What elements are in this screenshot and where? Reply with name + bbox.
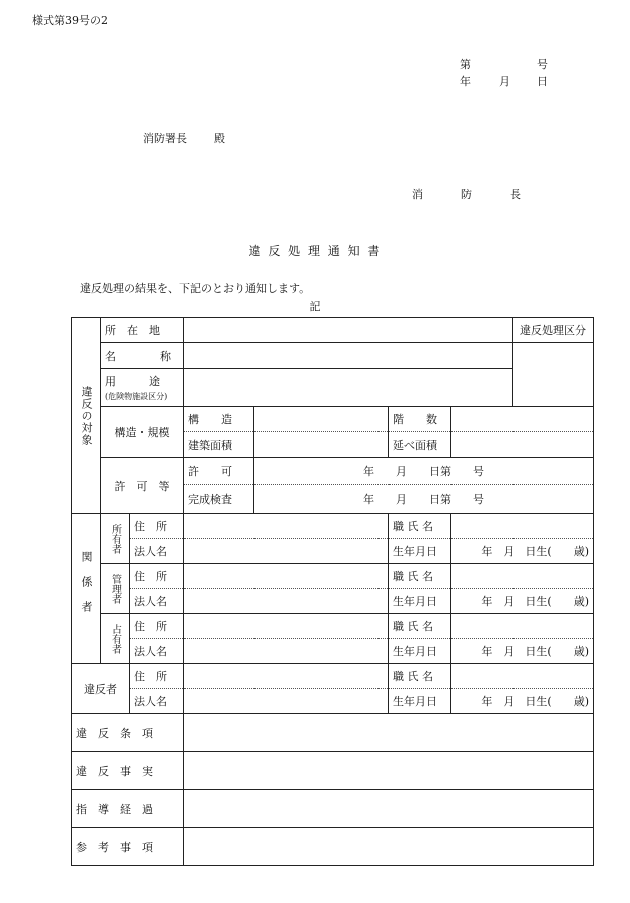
category-header: 違反処理区分 bbox=[513, 318, 594, 343]
occupant-label: 占有者 bbox=[101, 614, 130, 664]
violator-birth-label: 生年月日 bbox=[389, 689, 451, 714]
manager-address-label: 住 所 bbox=[130, 564, 184, 589]
date-month: 月 bbox=[499, 75, 510, 88]
sender-char-2: 防 bbox=[461, 188, 472, 201]
completion-date-number[interactable]: 年 月 日第 号 bbox=[254, 485, 594, 514]
use-label-text: 用 途 bbox=[105, 375, 160, 388]
manager-position-label: 職 氏 名 bbox=[389, 564, 451, 589]
structure-field[interactable] bbox=[254, 407, 389, 432]
owner-address-field[interactable] bbox=[184, 514, 389, 539]
occupant-birth-label: 生年月日 bbox=[389, 639, 451, 664]
name-field[interactable] bbox=[184, 343, 513, 369]
occupant-birth-field[interactable]: 年 月 日生( 歳) bbox=[451, 639, 594, 664]
location-label: 所 在 地 bbox=[101, 318, 184, 343]
permit-group-label: 許 可 等 bbox=[101, 458, 184, 514]
owner-birth-label: 生年月日 bbox=[389, 539, 451, 564]
manager-position-field[interactable] bbox=[451, 564, 594, 589]
date-year: 年 bbox=[460, 75, 471, 88]
structure-scale-label: 構造・規模 bbox=[101, 407, 184, 458]
occupant-address-field[interactable] bbox=[184, 614, 389, 639]
guidance-label: 指 導 経 過 bbox=[72, 790, 184, 828]
recipient-title: 消防署長 bbox=[143, 132, 187, 145]
manager-label: 管理者 bbox=[101, 564, 130, 614]
manager-address-field[interactable] bbox=[184, 564, 389, 589]
manager-birth-label: 生年月日 bbox=[389, 589, 451, 614]
articles-field[interactable] bbox=[184, 714, 594, 752]
permit-label: 許 可 bbox=[184, 458, 254, 485]
date-day: 日 bbox=[537, 75, 548, 88]
category-field[interactable] bbox=[513, 343, 594, 407]
document-title: 違 反 処 理 通 知 書 bbox=[248, 244, 382, 258]
occupant-corp-field[interactable] bbox=[184, 639, 389, 664]
building-area-field[interactable] bbox=[254, 432, 389, 458]
guidance-field[interactable] bbox=[184, 790, 594, 828]
doc-number-prefix: 第 bbox=[460, 58, 471, 71]
owner-corp-field[interactable] bbox=[184, 539, 389, 564]
use-field[interactable] bbox=[184, 369, 513, 407]
total-floor-area-field[interactable] bbox=[451, 432, 594, 458]
owner-position-label: 職 氏 名 bbox=[389, 514, 451, 539]
violator-position-field[interactable] bbox=[451, 664, 594, 689]
completion-label: 完成検査 bbox=[184, 485, 254, 514]
recipient-honorific: 殿 bbox=[214, 132, 225, 145]
manager-corp-label: 法人名 bbox=[130, 589, 184, 614]
manager-birth-field[interactable]: 年 月 日生( 歳) bbox=[451, 589, 594, 614]
total-floor-area-label: 延べ面積 bbox=[389, 432, 451, 458]
target-group-label: 違反の対象 bbox=[72, 318, 101, 514]
parties-group-label: 関係者 bbox=[72, 514, 101, 664]
sender-char-3: 長 bbox=[510, 188, 521, 201]
owner-address-label: 住 所 bbox=[130, 514, 184, 539]
owner-birth-field[interactable]: 年 月 日生( 歳) bbox=[451, 539, 594, 564]
sender-char-1: 消 bbox=[412, 188, 423, 201]
owner-position-field[interactable] bbox=[451, 514, 594, 539]
owner-corp-label: 法人名 bbox=[130, 539, 184, 564]
floors-field[interactable] bbox=[451, 407, 594, 432]
occupant-position-field[interactable] bbox=[451, 614, 594, 639]
intro-text: 違反処理の結果を、下記のとおり通知します。 bbox=[80, 282, 311, 295]
structure-label: 構 造 bbox=[184, 407, 254, 432]
ki-marker: 記 bbox=[309, 300, 321, 313]
owner-label: 所有者 bbox=[101, 514, 130, 564]
violator-address-label: 住 所 bbox=[130, 664, 184, 689]
violator-birth-field[interactable]: 年 月 日生( 歳) bbox=[451, 689, 594, 714]
reference-label: 参 考 事 項 bbox=[72, 828, 184, 866]
building-area-label: 建築面積 bbox=[184, 432, 254, 458]
violator-corp-label: 法人名 bbox=[130, 689, 184, 714]
facts-label: 違 反 事 実 bbox=[72, 752, 184, 790]
violator-position-label: 職 氏 名 bbox=[389, 664, 451, 689]
use-note: (危険物施設区分) bbox=[105, 392, 168, 401]
violation-form-table bbox=[71, 317, 594, 866]
articles-label: 違 反 条 項 bbox=[72, 714, 184, 752]
use-label bbox=[101, 369, 184, 407]
name-label: 名 称 bbox=[101, 343, 184, 369]
occupant-position-label: 職 氏 名 bbox=[389, 614, 451, 639]
violator-address-field[interactable] bbox=[184, 664, 389, 689]
floors-label: 階 数 bbox=[389, 407, 451, 432]
form-number: 様式第39号の2 bbox=[32, 14, 108, 27]
occupant-address-label: 住 所 bbox=[130, 614, 184, 639]
violator-label: 違反者 bbox=[72, 664, 130, 714]
reference-field[interactable] bbox=[184, 828, 594, 866]
manager-corp-field[interactable] bbox=[184, 589, 389, 614]
occupant-corp-label: 法人名 bbox=[130, 639, 184, 664]
permit-date-number[interactable]: 年 月 日第 号 bbox=[254, 458, 594, 485]
doc-number-suffix: 号 bbox=[537, 58, 548, 71]
location-field[interactable] bbox=[184, 318, 513, 343]
facts-field[interactable] bbox=[184, 752, 594, 790]
violator-corp-field[interactable] bbox=[184, 689, 389, 714]
